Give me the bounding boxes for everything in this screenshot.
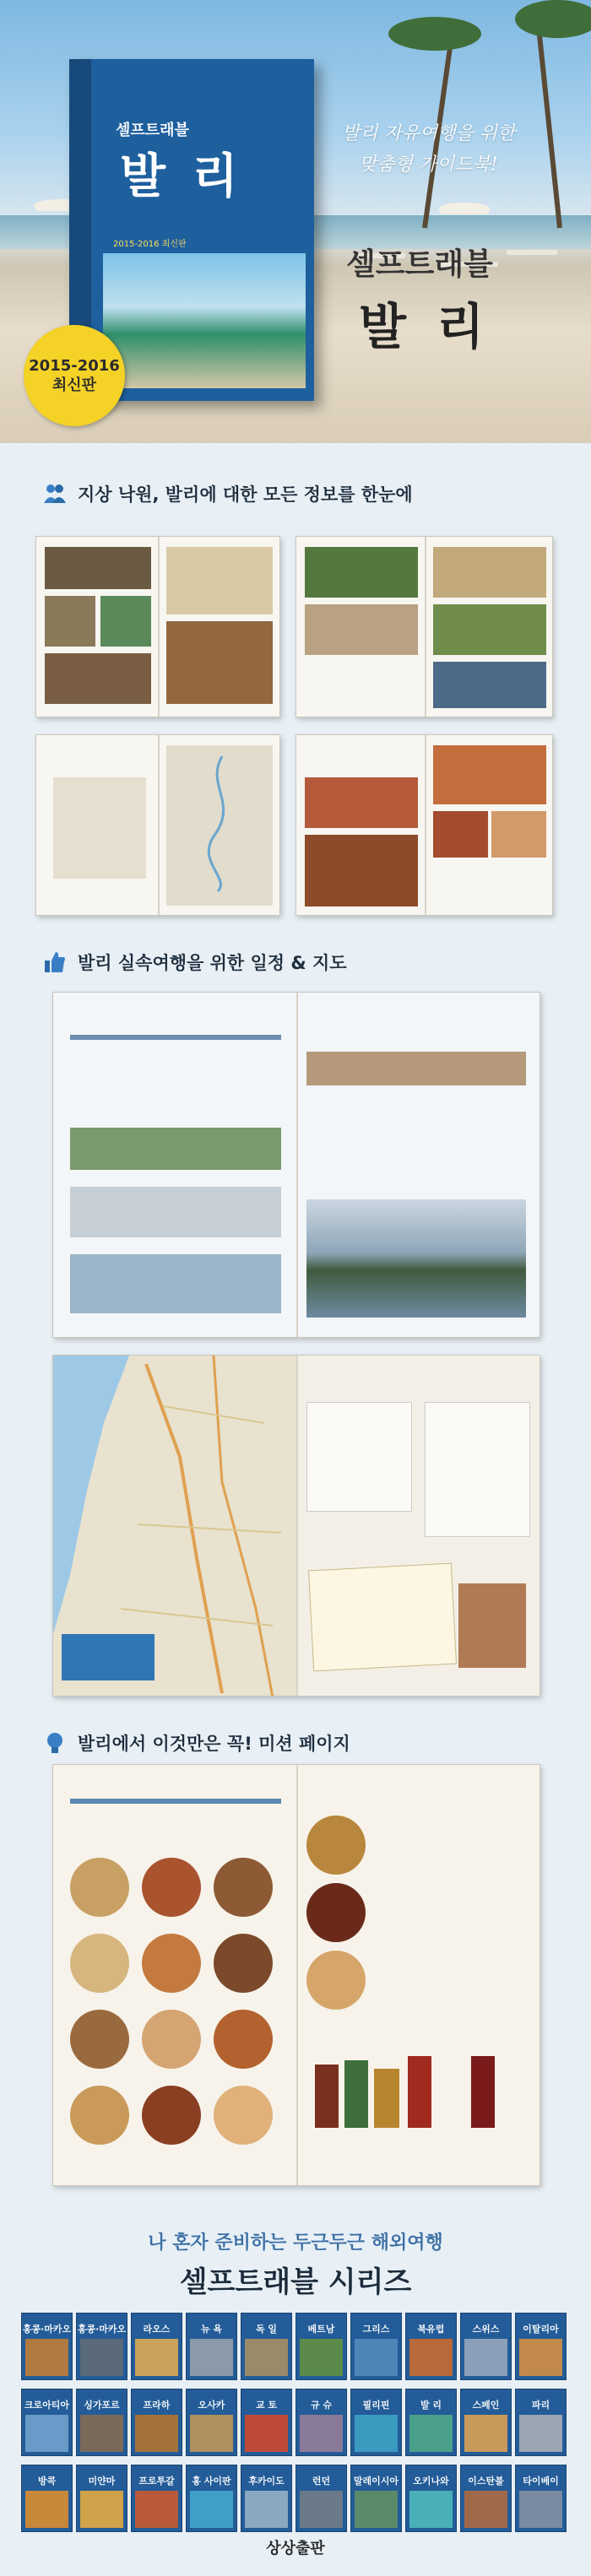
stamp-year: 2015-2016 bbox=[29, 356, 120, 375]
series-cover[interactable] bbox=[460, 2465, 512, 2532]
series-cover[interactable] bbox=[405, 2389, 457, 2456]
cover-title: 프라하 bbox=[143, 2400, 171, 2411]
cover-title: 스위스 bbox=[472, 2324, 500, 2335]
sample-spread bbox=[35, 536, 280, 717]
series-cover[interactable] bbox=[350, 2389, 402, 2456]
cover-title: 홍콩·마카오 bbox=[22, 2324, 72, 2335]
beach-umbrella bbox=[439, 203, 490, 214]
cover-title: 크로아티아 bbox=[24, 2400, 70, 2411]
hero-destination: 발 리 bbox=[359, 298, 491, 355]
cover-title: 타이베이 bbox=[523, 2476, 559, 2487]
book-year: 2015-2016 최신판 bbox=[113, 240, 187, 249]
cover-title: 그리스 bbox=[362, 2324, 390, 2335]
beach-chair bbox=[507, 250, 557, 255]
series-cover[interactable] bbox=[186, 2465, 237, 2532]
series-cover[interactable] bbox=[350, 2465, 402, 2532]
cover-title: 규 슈 bbox=[310, 2400, 333, 2411]
series-cover[interactable] bbox=[515, 2465, 567, 2532]
cover-title: 교 토 bbox=[255, 2400, 278, 2411]
series-cover[interactable] bbox=[460, 2389, 512, 2456]
series-cover[interactable] bbox=[76, 2313, 127, 2380]
cover-title: 필리핀 bbox=[362, 2400, 390, 2411]
cover-title: 후카이도 bbox=[248, 2476, 285, 2487]
cover-title: 발 리 bbox=[420, 2400, 442, 2411]
series-cover[interactable] bbox=[515, 2313, 567, 2380]
series-cover[interactable] bbox=[241, 2465, 292, 2532]
series-cover[interactable] bbox=[76, 2389, 127, 2456]
cover-title: 이탈리아 bbox=[523, 2324, 559, 2335]
book-brand: 셀프트래블 bbox=[116, 122, 189, 139]
palm-leaves bbox=[388, 17, 481, 51]
palm-tree bbox=[535, 18, 562, 228]
people-icon bbox=[42, 481, 68, 506]
series-cover[interactable] bbox=[241, 2389, 292, 2456]
series-cover[interactable] bbox=[296, 2313, 347, 2380]
mission-spread bbox=[52, 1764, 540, 2186]
series-cover[interactable] bbox=[186, 2389, 237, 2456]
section-heading: 발리에서 이것만은 꼭! 미션 페이지 bbox=[78, 1734, 350, 1754]
cover-title: 파리 bbox=[531, 2400, 550, 2411]
map-spread bbox=[52, 1355, 540, 1697]
section-heading: 발리 실속여행을 위한 일정 & 지도 bbox=[78, 953, 347, 973]
cover-title: 라오스 bbox=[143, 2324, 171, 2335]
handwritten-tagline bbox=[342, 118, 515, 181]
thumbs-up-icon bbox=[42, 950, 68, 975]
cover-title: 오키나와 bbox=[413, 2476, 449, 2487]
cover-title: 미얀마 bbox=[88, 2476, 116, 2487]
sample-spread bbox=[35, 734, 280, 916]
itinerary-spread bbox=[52, 992, 540, 1338]
series-cover[interactable] bbox=[405, 2465, 457, 2532]
cover-title: 뉴 욕 bbox=[200, 2324, 223, 2335]
cover-title: 스페인 bbox=[472, 2400, 500, 2411]
series-cover[interactable] bbox=[21, 2465, 73, 2532]
series-cover[interactable] bbox=[21, 2389, 73, 2456]
cover-title: 말레이시아 bbox=[353, 2476, 399, 2487]
cover-title: 싱가포르 bbox=[84, 2400, 120, 2411]
series-cover[interactable] bbox=[350, 2313, 402, 2380]
tagline-line1: 발리 자유여행을 위한 bbox=[342, 123, 516, 144]
tagline-line2: 맞춤형 가이드북! bbox=[359, 154, 498, 176]
series-title: 셀프트래블 시리즈 bbox=[179, 2265, 412, 2299]
cover-title: 홍 사이판 bbox=[192, 2476, 231, 2487]
cover-title: 베트남 bbox=[307, 2324, 335, 2335]
cover-title: 프로투갈 bbox=[138, 2476, 175, 2487]
series-cover[interactable] bbox=[131, 2465, 182, 2532]
series-subtitle: 나 혼자 준비하는 두근두근 해외여행 bbox=[148, 2232, 443, 2254]
cover-photo bbox=[103, 253, 306, 388]
cover-title: 방콕 bbox=[37, 2476, 57, 2487]
series-cover[interactable] bbox=[515, 2389, 567, 2456]
lightbulb-icon bbox=[42, 1730, 68, 1756]
series-cover[interactable] bbox=[186, 2313, 237, 2380]
hero-series-name: 셀프트래블 bbox=[346, 247, 493, 282]
stamp-label: 최신판 bbox=[52, 376, 97, 394]
cover-title: 오사카 bbox=[198, 2400, 225, 2411]
section-heading: 지상 낙원, 발리에 대한 모든 정보를 한눈에 bbox=[78, 484, 413, 505]
series-cover[interactable] bbox=[131, 2313, 182, 2380]
hero-banner bbox=[0, 0, 591, 443]
series-cover[interactable] bbox=[405, 2313, 457, 2380]
series-cover[interactable] bbox=[296, 2389, 347, 2456]
publisher-logo: 상상출판 bbox=[266, 2540, 325, 2557]
series-cover[interactable] bbox=[241, 2313, 292, 2380]
section-title-itinerary bbox=[0, 941, 591, 983]
section-title-mission bbox=[0, 1722, 591, 1764]
edition-stamp bbox=[24, 325, 125, 426]
series-cover[interactable] bbox=[21, 2313, 73, 2380]
sample-spread bbox=[296, 536, 553, 717]
series-cover[interactable] bbox=[131, 2389, 182, 2456]
cover-title: 독 일 bbox=[255, 2324, 278, 2335]
book-title: 발 리 bbox=[120, 149, 243, 204]
cover-title: 런던 bbox=[312, 2476, 331, 2487]
series-cover[interactable] bbox=[460, 2313, 512, 2380]
palm-leaves bbox=[515, 0, 591, 38]
series-cover-grid bbox=[21, 2313, 570, 2532]
cover-title: 북유럽 bbox=[417, 2324, 445, 2335]
series-cover[interactable] bbox=[296, 2465, 347, 2532]
cover-title: 홍콩·마카오 bbox=[77, 2324, 127, 2335]
sample-spread bbox=[296, 734, 553, 916]
cover-title: 이스탄불 bbox=[468, 2476, 504, 2487]
series-cover[interactable] bbox=[76, 2465, 127, 2532]
section-title-info bbox=[0, 473, 591, 515]
